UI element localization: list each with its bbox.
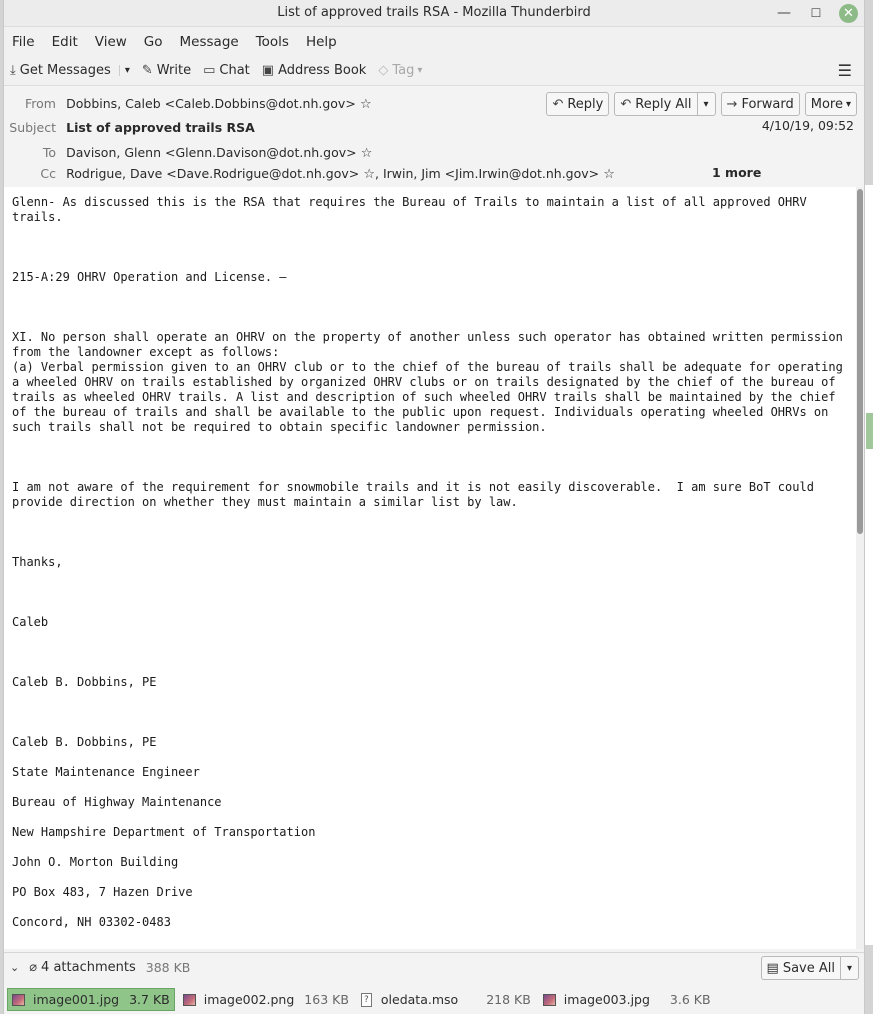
attachment-item[interactable] [7,988,175,1011]
forward-button[interactable] [721,92,800,116]
reply-all-button[interactable] [614,92,715,116]
star-icon[interactable]: ☆ [360,146,373,161]
attachment-name: image002.png [203,992,295,1007]
menu-tools[interactable]: Tools [255,33,289,50]
to-row [4,143,372,163]
from-value[interactable]: Dobbins, Caleb <Caleb.Dobbins@dot.nh.gov> [66,96,356,111]
forward-icon: → [726,96,738,112]
attachment-item[interactable] [357,988,535,1011]
attachment-count[interactable]: 4 attachments [41,960,136,975]
attachment-name: image003.jpg [563,992,650,1007]
cc-more-link[interactable] [712,163,761,183]
message-body-pane [4,187,864,949]
cc-label: Cc [40,166,56,181]
attachment-bar [4,952,864,982]
download-icon: ⤓ [10,63,16,78]
attachment-item[interactable] [539,988,715,1011]
tag-button[interactable] [378,63,422,78]
main-toolbar [4,56,864,86]
menu-edit[interactable]: Edit [51,33,78,50]
attachment-name: oledata.mso [380,992,459,1007]
chevron-down-icon[interactable]: ▾ [119,65,130,76]
message-body-text: Glenn- As discussed this is the RSA that requires the Bureau of Trails to maintain a list of all approved OHRV trails. 215-A:29 OHRV Operation and License. – XI. No person shall operate an OHRV on the property of another unless such operator has obtained written permission from the landowner except as follows: (a) Verbal permission given to an OHRV club or to the chief of the bureau of trails shall be adequate for operating a wheeled OHRV on trails established by organized OHRV clubs or on trails designated by the chief of the bureau of trails as wheeled OHRV trails. A list and description of such wheeled OHRV trails shall be maintained by the chief of the bureau of trails and shall be available to the public upon request. Individuals operating wheeled OHRVs on such trails shall not be required to obtain specific landowner permission. I am not aware of the requirement for snowmobile trails and it is not easily discoverable. I am sure BoT could provide direction on whether they must maintain a similar list by law. Thanks, Caleb Caleb B. Dobbins, PE Caleb B. Dobbins, PE State Maintenance Engineer Bureau of Highway Maintenance New Hampshire Department of Transportation John O. Morton Building PO Box 483, 7 Hazen Drive Concord, NH 03302-0483 [12,195,843,929]
write-button[interactable] [142,63,191,78]
save-icon: ▤ [766,960,779,976]
chevron-down-icon[interactable]: ▾ [840,957,858,979]
menu-message[interactable]: Message [179,33,239,50]
cc-value-1[interactable]: Rodrigue, Dave <Dave.Rodrigue@dot.nh.gov> [66,166,360,181]
background-highlight [866,413,873,449]
unknown-file-icon: ? [361,993,372,1007]
write-label: Write [156,63,192,78]
message-date: 4/10/19, 09:52 [761,118,854,133]
to-value[interactable]: Davison, Glenn <Glenn.Davison@dot.nh.gov> [66,145,357,160]
menu-bar [4,27,864,56]
menu-file[interactable]: File [12,33,35,50]
chat-bubble-icon: ▭ [203,63,216,78]
minimize-button[interactable]: — [777,5,791,21]
pencil-icon: ✎ [141,63,153,78]
attachment-name: image001.jpg [33,992,120,1007]
maximize-button[interactable]: ☐ [810,6,822,20]
to-label: To [42,145,56,160]
reply-all-icon: ↶ [620,96,632,112]
reply-label: Reply [567,96,604,112]
cc-row: Cc Rodrigue, Dave <Dave.Rodrigue@dot.nh.gov> ☆, Irwin, Jim <Jim.Irwin@dot.nh.gov> ☆ [4,164,615,184]
image-icon [543,994,556,1006]
hamburger-menu-icon[interactable]: ☰ [837,61,852,80]
save-all-label: Save All [782,960,835,976]
subject-row [4,118,255,138]
get-messages-button[interactable] [10,63,130,78]
forward-label: Forward [741,96,794,112]
message-scrollbar[interactable] [856,187,864,949]
attachment-item[interactable] [179,988,353,1011]
star-icon[interactable]: ☆ [359,97,372,112]
cc-more-label: 1 more [712,165,762,180]
address-book-label: Address Book [278,63,367,78]
menu-view[interactable]: View [94,33,127,50]
subject-value: List of approved trails RSA [66,120,255,135]
address-book-button[interactable] [262,63,367,78]
reply-all-label: Reply All [635,96,692,112]
close-button[interactable]: ✕ [839,4,858,23]
address-book-icon: ▣ [261,63,275,78]
from-label: From [25,96,56,111]
reply-icon: ↶ [552,96,564,112]
chevron-down-icon[interactable]: ⌄ [10,961,20,974]
more-button[interactable] [805,92,857,116]
attachment-size: 3.6 KB [669,992,711,1007]
image-icon [183,994,196,1006]
background-window-strip [864,185,873,945]
title-bar [4,0,864,27]
attachment-list [4,985,864,1014]
attachment-size: 163 KB [304,992,349,1007]
tag-label: Tag [392,63,415,78]
reply-button[interactable] [546,92,609,116]
thunderbird-window [3,0,865,1014]
save-all-button[interactable] [761,956,859,980]
cc-value-2[interactable]: Irwin, Jim <Jim.Irwin@dot.nh.gov> [382,166,600,181]
star-icon[interactable]: ☆ [363,167,376,182]
attachment-size: 3.7 KB [129,992,170,1007]
more-label: More [810,96,843,112]
menu-help[interactable]: Help [305,33,337,50]
window-title: List of approved trails RSA - Mozilla Thunderbird [277,5,591,20]
message-actions [541,92,857,116]
chevron-down-icon: ▾ [845,98,851,110]
chat-button[interactable] [203,63,250,78]
chat-label: Chat [219,63,250,78]
tag-icon: ◇ [378,63,389,78]
attachment-total-size: 388 KB [145,960,191,975]
paperclip-icon: ⌀ [29,960,38,975]
subject-label: Subject [9,120,56,135]
menu-go[interactable]: Go [143,33,163,50]
star-icon[interactable]: ☆ [603,167,615,182]
scrollbar-thumb[interactable] [857,189,863,534]
from-row [4,94,372,114]
attachment-size: 218 KB [486,992,531,1007]
get-messages-label: Get Messages [19,63,111,78]
chevron-down-icon[interactable]: ▾ [697,93,715,115]
chevron-down-icon: ▾ [417,65,423,76]
image-icon [12,994,25,1006]
